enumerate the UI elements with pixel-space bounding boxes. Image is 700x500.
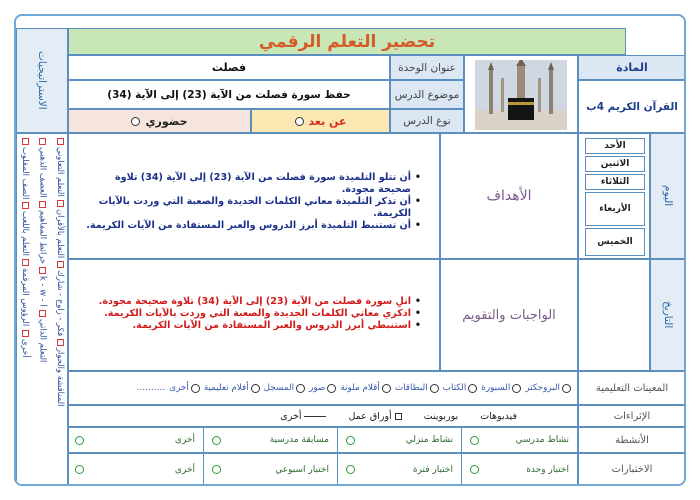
page-title: تحضير التعلم الرقمي: [68, 28, 626, 55]
objective-item: • أن تتلو التلميذة سورة فصلت من الآية (23) إلى الآية (34) تلاوة صحيحة مجودة.: [81, 172, 421, 196]
strategy-item: الصف المقلوب: [21, 147, 32, 200]
strategies-col-3: [20, 138, 31, 478]
checkbox-icon[interactable]: [57, 339, 64, 346]
strategy-item: خرائط المفاهيم: [38, 209, 49, 264]
enrichment-option[interactable]: أخرى: [280, 410, 302, 422]
checkbox-icon[interactable]: [395, 413, 402, 420]
activities-content: [68, 427, 578, 453]
enrichment-option[interactable]: أوراق عمل: [348, 410, 392, 422]
activity-option[interactable]: نشاط منزلي: [337, 428, 461, 452]
checkbox-icon[interactable]: [39, 201, 46, 208]
topic-label: موضوع الدرس: [394, 88, 460, 101]
enrichment-option[interactable]: فيديوهات: [480, 410, 517, 422]
kaaba-image-cell: [464, 55, 578, 133]
radio-circle-icon[interactable]: [346, 465, 355, 474]
strategy-item: التعلم التعاوني: [55, 147, 66, 197]
subject-value-cell: [578, 80, 686, 133]
unit-label: عنوان الوحدة: [398, 61, 456, 74]
subject-label: المادة: [616, 61, 648, 74]
aid-option[interactable]: أفلام تعليمية: [204, 383, 260, 393]
strategy-item: العصف الذهني: [38, 147, 49, 198]
strategies-list: [16, 133, 68, 486]
homework-content: [68, 259, 440, 371]
radio-circle-icon[interactable]: [470, 465, 479, 474]
aid-option[interactable]: السبورة: [481, 383, 521, 393]
checkbox-icon[interactable]: [22, 202, 29, 209]
lesson-plan-sheet: [14, 14, 686, 486]
tests-label-cell: [578, 453, 686, 486]
aids-dots: ..........: [136, 383, 166, 393]
kaaba-mosque-image: [475, 60, 567, 130]
day-sunday[interactable]: الأحد: [585, 138, 645, 154]
day-heading: اليوم: [662, 185, 674, 207]
aid-option[interactable]: البطاقات: [395, 383, 439, 393]
type-label: نوع الدرس: [403, 115, 451, 127]
homework-label-cell: [440, 259, 578, 371]
aid-option[interactable]: صور: [309, 383, 336, 393]
radio-circle-icon[interactable]: [75, 465, 84, 474]
unit-value-cell: [68, 55, 390, 80]
type-label-cell: [390, 109, 464, 133]
days-cell: [578, 133, 650, 259]
strategy-item: التعلم الذاتي: [38, 318, 49, 362]
topic-label-cell: [390, 80, 464, 109]
strategy-item: أخرى: [21, 338, 32, 358]
strategies-col-2: [37, 138, 48, 478]
activity-option[interactable]: مسابقة مدرسية: [203, 428, 337, 452]
strategy-item: التعلم باللعب: [21, 211, 32, 257]
checkbox-icon[interactable]: [57, 261, 64, 268]
homework-item: • اذكري معاني الكلمات الجديدة والصعبة التي وردت بالآيات الكريمة.: [81, 308, 421, 320]
radio-circle-icon[interactable]: [212, 436, 221, 445]
activity-option[interactable]: نشاط مدرسي: [461, 428, 577, 452]
activity-option[interactable]: أخرى: [67, 428, 203, 452]
aid-option[interactable]: الكتاب: [443, 383, 478, 393]
objectives-label-cell: [440, 133, 578, 259]
day-thursday[interactable]: الخميس: [585, 228, 645, 256]
test-option[interactable]: اختبار فترة: [337, 454, 461, 485]
homework-list: [81, 296, 421, 332]
enrichment-label: الإثراءات: [613, 410, 651, 422]
blank-line: [304, 416, 326, 417]
subject-label-cell: [578, 55, 686, 80]
homework-label: الواجبات والتقويم: [462, 307, 556, 323]
date-heading: التاريخ: [662, 301, 674, 329]
radio-circle-icon[interactable]: [470, 436, 479, 445]
aids-content: [68, 371, 578, 405]
strategy-item: المناقشة والحوار: [55, 348, 66, 407]
radio-circle-icon[interactable]: [212, 465, 221, 474]
day-heading-cell: [650, 133, 686, 259]
radio-circle-icon[interactable]: [75, 436, 84, 445]
remote-label: عن بعد: [308, 114, 347, 128]
checkbox-icon[interactable]: [22, 330, 29, 337]
aid-option[interactable]: أخرى: [169, 383, 200, 393]
topic-value-cell: [68, 80, 390, 109]
day-tuesday[interactable]: الثلاثاء: [585, 174, 645, 190]
test-option[interactable]: اختبار اسبوعي: [203, 454, 337, 485]
aid-option[interactable]: المسجل: [264, 383, 305, 393]
subject-value: القرآن الكريم 4ب: [586, 100, 678, 113]
unit-value: فصلت: [211, 61, 247, 74]
checkbox-icon[interactable]: [57, 138, 64, 145]
enrichment-content: [68, 405, 578, 427]
checkbox-icon[interactable]: [22, 259, 29, 266]
remote-option[interactable]: [251, 109, 390, 133]
unit-label-cell: [390, 55, 464, 80]
checkbox-icon[interactable]: [39, 310, 46, 317]
aids-options: [137, 372, 571, 404]
strategy-item: الرؤوس المرقمة: [21, 268, 32, 327]
objectives-label: الأهداف: [486, 188, 532, 204]
objectives-list: [81, 172, 421, 232]
activities-label-cell: [578, 427, 686, 453]
radio-circle-icon[interactable]: [295, 117, 304, 126]
checkbox-icon[interactable]: [57, 200, 64, 207]
strategies-heading-cell: [16, 28, 68, 133]
tests-label: الاختبارات: [611, 464, 653, 475]
strategies-col-1: [55, 138, 66, 478]
topic-value: حفظ سورة فصلت من الآية (23) إلى الآية (34): [107, 88, 351, 101]
strategy-item: فكر - زاوج - شارك: [55, 270, 66, 337]
radio-circle-icon[interactable]: [131, 117, 140, 126]
date-value-cell[interactable]: [578, 259, 650, 371]
checkbox-icon[interactable]: [39, 267, 46, 274]
test-option[interactable]: أخرى: [67, 454, 203, 485]
enrichment-label-cell: [578, 405, 686, 427]
date-heading-cell: [650, 259, 686, 371]
objective-item: • أن تذكر التلميذة معاني الكلمات الجديدة والصعبة التي وردت بالآيات الكريمة.: [81, 196, 421, 220]
strategies-heading: الاستراتيجيات: [36, 51, 48, 110]
day-monday[interactable]: الاثنين: [585, 156, 645, 172]
enrichment-option[interactable]: بوربوينت: [423, 410, 459, 422]
in-person-option[interactable]: [68, 109, 251, 133]
day-wednesday[interactable]: الأربعاء: [585, 192, 645, 226]
radio-circle-icon[interactable]: [346, 436, 355, 445]
aid-option[interactable]: البروجكتر: [525, 383, 571, 393]
aids-label: المعينات التعليمية: [595, 382, 669, 394]
enrichment-options: [280, 406, 517, 426]
objective-item: • أن تستنبط التلميذة أبرز الدروس والعبر المستفادة من الآيات الكريمة.: [81, 220, 421, 232]
objectives-content: [68, 133, 440, 259]
in-person-label: حضوري: [145, 114, 188, 128]
test-option[interactable]: اختبار وحدة: [461, 454, 577, 485]
strategy-item: التعلم بالأقران: [55, 208, 66, 259]
aids-label-cell: [578, 371, 686, 405]
aid-option[interactable]: أقلام ملونة: [340, 383, 390, 393]
checkbox-icon[interactable]: [22, 138, 29, 145]
tests-content: [68, 453, 578, 486]
checkbox-icon[interactable]: [39, 138, 46, 145]
activities-label: الأنشطة: [615, 434, 649, 446]
strategy-item: k - w - l: [38, 275, 49, 307]
homework-item: • اتلِ سورة فصلت من الآية (23) إلى الآية (34) تلاوة صحيحة مجودة.: [81, 296, 421, 308]
homework-item: • استنبطي أبرز الدروس والعبر المستفادة من الآيات الكريمة.: [81, 320, 421, 332]
